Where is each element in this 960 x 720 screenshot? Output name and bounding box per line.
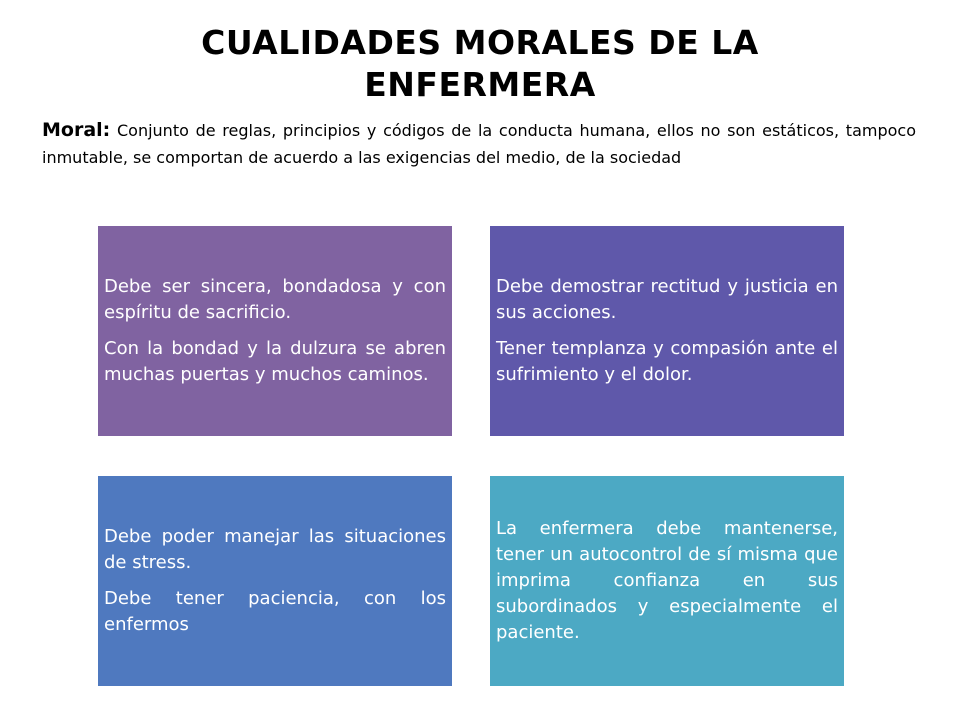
box-paragraph: Debe tener paciencia, con los enfermos bbox=[104, 588, 446, 635]
box-paragraph: Debe demostrar rectitud y justicia en sus acciones. bbox=[496, 276, 838, 323]
quality-box-sincerity bbox=[98, 226, 452, 436]
moral-definition bbox=[42, 117, 916, 171]
quality-box-rectitude bbox=[490, 226, 844, 436]
moral-definition-text: Conjunto de reglas, principios y códigos de la conducta humana, ellos no son estáticos, tampoco inmutable, se comportan de acuerdo a las exigencias del medio, de la sociedad bbox=[42, 121, 916, 167]
box-paragraph: Tener templanza y compasión ante el sufrimiento y el dolor. bbox=[496, 338, 838, 385]
slide-title-line-2: ENFERMERA bbox=[364, 65, 596, 104]
box-paragraph: La enfermera debe mantenerse, tener un autocontrol de sí misma que imprima confianza en sus subordinados y especialmente el paciente. bbox=[496, 518, 838, 643]
box-paragraph: Debe ser sincera, bondadosa y con espíritu de sacrificio. bbox=[104, 276, 446, 323]
quality-box-self-control bbox=[490, 476, 844, 686]
quality-box-stress bbox=[98, 476, 452, 686]
slide-title-line-1: CUALIDADES MORALES DE LA bbox=[201, 23, 759, 62]
box-paragraph: Con la bondad y la dulzura se abren muchas puertas y muchos caminos. bbox=[104, 338, 446, 385]
box-paragraph: Debe poder manejar las situaciones de stress. bbox=[104, 526, 446, 573]
moral-term: Moral: bbox=[42, 119, 111, 141]
slide-title bbox=[80, 22, 880, 106]
